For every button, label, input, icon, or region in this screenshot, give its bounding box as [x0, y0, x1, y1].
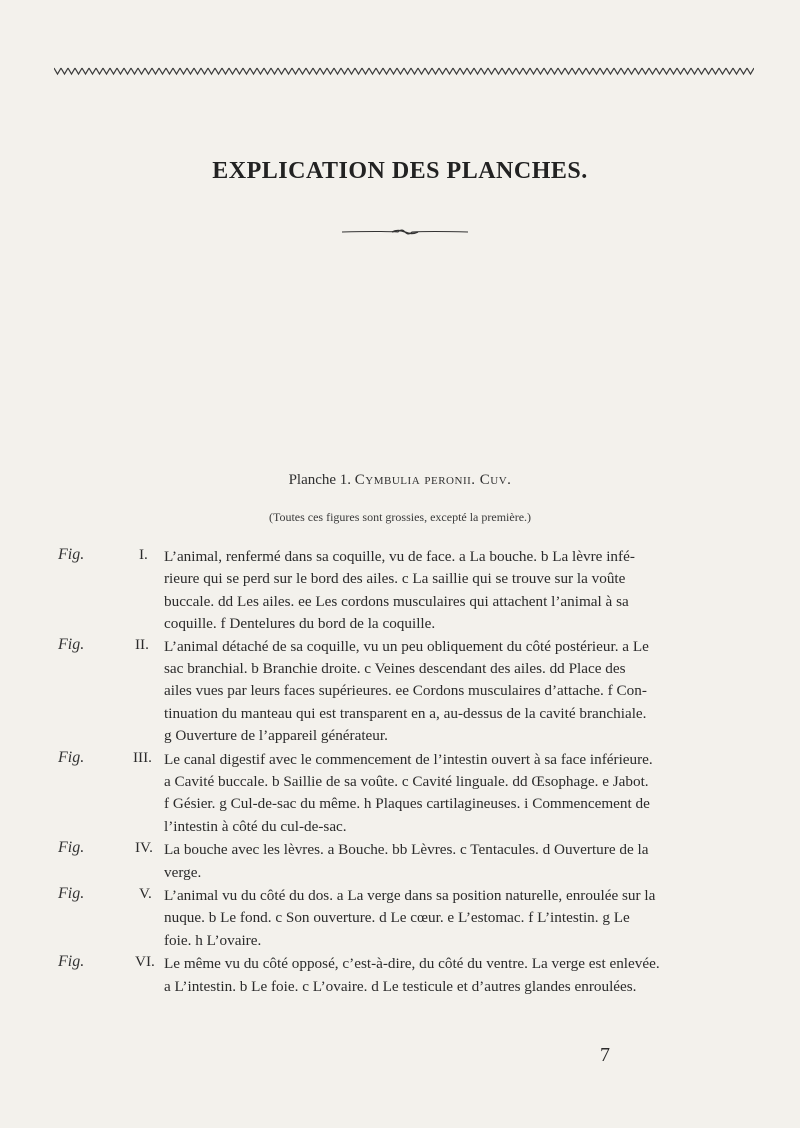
figure-label: Fig.: [58, 839, 85, 857]
figure-description-line: ailes vues par leurs faces supérieures. ee Cordons musculaires d’attache. f Con-: [164, 682, 647, 700]
figure-label: Fig.: [58, 546, 85, 563]
figure-description-line: buccale. dd Les ailes. ee Les cordons musculaires qui attachent l’animal à sa: [164, 592, 629, 610]
figure-entry: [0, 839, 800, 884]
figure-description-line: L’animal détaché de sa coquille, vu un peu obliquement du côté postérieur. a Le: [164, 637, 649, 655]
plate-title: [0, 472, 800, 489]
figure-description: [164, 546, 744, 636]
flourish-divider: [340, 228, 470, 236]
figure-description-line: L’animal, renfermé dans sa coquille, vu de face. a La bouche. b La lèvre infé-: [164, 548, 635, 565]
figure-description-line: La bouche avec les lèvres. a Bouche. bb Lèvres. c Tentacules. d Ouverture de la: [164, 841, 649, 859]
figure-numeral: I.: [139, 546, 148, 563]
figure-description-line: Le même vu du côté opposé, c’est-à-dire, du côté du ventre. La verge est enlevée.: [164, 955, 660, 973]
figure-description-line: tinuation du manteau qui est transparent en a, au-dessus de la cavité branchiale.: [164, 704, 647, 722]
figure-entry: [0, 636, 800, 748]
figure-description-line: sac branchial. b Branchie droite. c Veines descendant des ailes. dd Place des: [164, 660, 626, 677]
figure-label: Fig.: [58, 885, 85, 902]
figure-numeral: V.: [139, 885, 152, 902]
plate-species-name: Cymbulia peronii. Cuv.: [354, 472, 512, 488]
figure-description-line: nuque. b Le fond. c Son ouverture. d Le cœur. e L’estomac. f L’intestin. g Le: [164, 909, 630, 927]
figure-description: [164, 839, 744, 884]
figure-description-line: f Gésier. g Cul-de-sac du même. h Plaques cartilagineuses. i Commencement de: [164, 795, 650, 813]
figure-description-line: verge.: [164, 863, 202, 881]
figure-description: [164, 749, 744, 839]
figure-description-line: g Ouverture de l’appareil générateur.: [164, 727, 388, 745]
figure-description-line: l’intestin à côté du cul-de-sac.: [164, 817, 347, 835]
figure-description: [164, 636, 744, 748]
figure-entry: [0, 953, 800, 998]
ornamental-rule: [54, 66, 754, 76]
page-heading: EXPLICATION DES PLANCHES.: [212, 158, 588, 184]
figure-description-line: coquille. f Dentelures du bord de la coquille.: [164, 615, 436, 633]
figure-numeral: IV.: [135, 839, 153, 857]
figure-description-line: foie. h L’ovaire.: [164, 931, 262, 949]
figure-description-line: L’animal vu du côté du dos. a La verge dans sa position naturelle, enroulée sur la: [164, 887, 656, 904]
figure-description-line: rieure qui se perd sur le bord des ailes. c La saillie qui se trouve sur la voûte: [164, 570, 626, 588]
figure-label: Fig.: [58, 748, 85, 766]
figures-note: (Toutes ces figures sont grossies, excepté la première.): [268, 510, 532, 524]
figure-label: Fig.: [58, 953, 85, 971]
figure-entry: [0, 885, 800, 952]
figure-numeral: II.: [135, 635, 149, 653]
figure-label: Fig.: [58, 635, 85, 653]
figure-numeral: VI.: [135, 953, 155, 971]
plate-prefix: Planche 1.: [288, 472, 352, 488]
figure-description-line: a Cavité buccale. b Saillie de sa voûte. c Cavité linguale. dd Œsophage. e Jabot.: [164, 773, 649, 790]
figure-description-line: a L’intestin. b Le foie. c L’ovaire. d Le testicule et d’autres glandes enroulées.: [164, 977, 637, 995]
figure-entry: [0, 546, 800, 636]
figure-numeral: III.: [133, 748, 152, 766]
figure-description-line: Le canal digestif avec le commencement de l’intestin ouvert à sa face inférieure.: [164, 750, 653, 768]
figure-entry: [0, 749, 800, 839]
figure-description: [164, 885, 744, 952]
figure-description: [164, 953, 744, 998]
page-number: 7: [600, 1044, 610, 1066]
